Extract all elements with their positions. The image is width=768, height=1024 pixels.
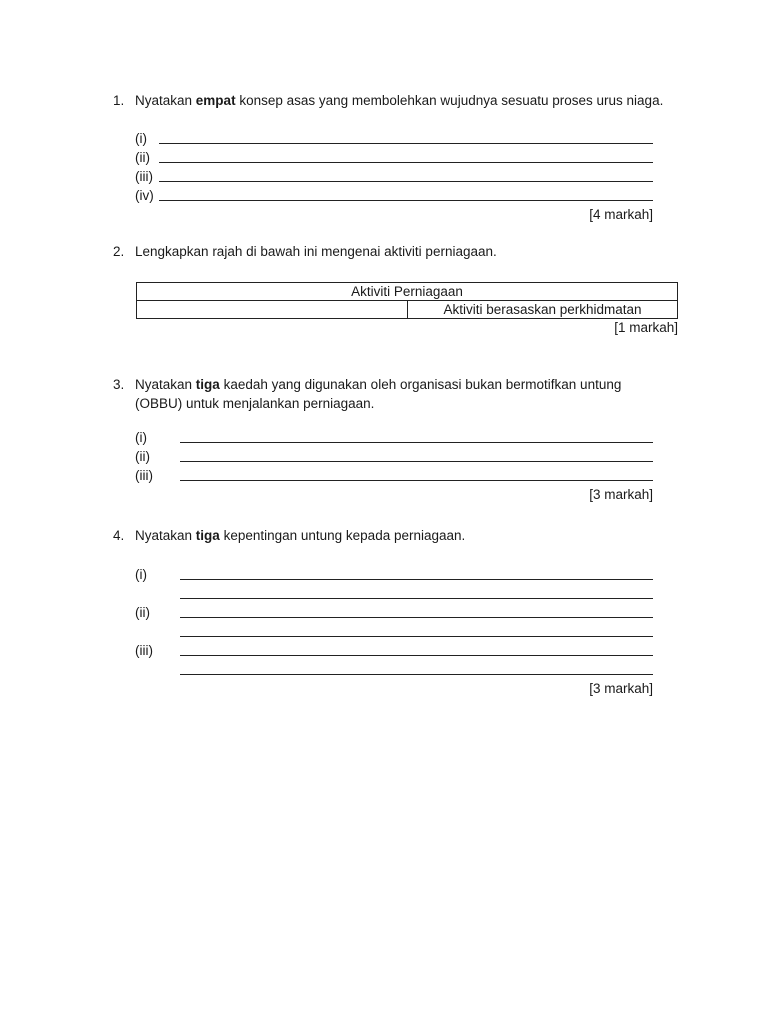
answer-label: (i) — [135, 567, 147, 582]
answer-row[interactable] — [135, 428, 683, 447]
answer-line[interactable] — [180, 617, 653, 618]
answer-label: (iii) — [135, 468, 153, 483]
answer-label: (iv) — [135, 188, 154, 203]
question-number: 3. — [113, 377, 125, 392]
answer-row[interactable] — [135, 186, 683, 205]
answer-label: (ii) — [135, 449, 150, 464]
answer-line[interactable] — [180, 579, 653, 580]
question-number: 2. — [113, 244, 125, 259]
answer-line[interactable] — [159, 200, 653, 201]
answer-lines — [135, 565, 683, 679]
marks-label: [1 markah] — [614, 320, 678, 335]
question-text-line-2: (OBBU) untuk menjalankan perniagaan. — [135, 396, 375, 411]
question-1 — [113, 91, 683, 224]
question-text: Nyatakan tiga kaedah yang digunakan oleh organisasi bukan bermotifkan untung — [135, 377, 622, 392]
question-number: 4. — [113, 528, 125, 543]
diagram-header-cell: Aktiviti Perniagaan — [137, 283, 678, 301]
answer-line[interactable] — [159, 162, 653, 163]
answer-row[interactable] — [135, 447, 683, 466]
answer-line[interactable] — [159, 181, 653, 182]
question-text: Nyatakan empat konsep asas yang membolehkan wujudnya sesuatu proses urus niaga. — [135, 93, 664, 108]
answer-line[interactable] — [180, 480, 653, 481]
answer-row[interactable] — [135, 603, 683, 622]
question-3 — [113, 375, 683, 504]
answer-line[interactable] — [180, 636, 653, 637]
answer-row-continuation[interactable] — [135, 584, 683, 603]
answer-line[interactable] — [159, 143, 653, 144]
answer-label: (i) — [135, 430, 147, 445]
question-number: 1. — [113, 93, 125, 108]
answer-label: (ii) — [135, 150, 150, 165]
answer-row[interactable] — [135, 148, 683, 167]
answer-lines — [135, 129, 683, 205]
question-2 — [113, 242, 683, 261]
answer-line[interactable] — [180, 674, 653, 675]
answer-label: (iii) — [135, 169, 153, 184]
question-text: Nyatakan tiga kepentingan untung kepada perniagaan. — [135, 528, 466, 543]
marks-label: [4 markah] — [589, 207, 653, 222]
business-activity-diagram — [136, 282, 678, 319]
answer-label: (ii) — [135, 605, 150, 620]
answer-row[interactable] — [135, 167, 683, 186]
answer-row-continuation[interactable] — [135, 622, 683, 641]
answer-line[interactable] — [180, 442, 653, 443]
answer-label: (iii) — [135, 643, 153, 658]
answer-label: (i) — [135, 131, 147, 146]
question-4 — [113, 526, 683, 698]
answer-row[interactable] — [135, 565, 683, 584]
diagram-blank-cell[interactable] — [137, 301, 408, 319]
answer-row[interactable] — [135, 129, 683, 148]
answer-row-continuation[interactable] — [135, 660, 683, 679]
question-text: Lengkapkan rajah di bawah ini mengenai aktiviti perniagaan. — [135, 244, 497, 259]
answer-row[interactable] — [135, 641, 683, 660]
marks-label: [3 markah] — [589, 681, 653, 696]
answer-line[interactable] — [180, 461, 653, 462]
answer-line[interactable] — [180, 598, 653, 599]
answer-row[interactable] — [135, 466, 683, 485]
answer-lines — [135, 428, 683, 485]
diagram-service-cell: Aktiviti berasaskan perkhidmatan — [408, 301, 678, 319]
marks-label: [3 markah] — [589, 487, 653, 502]
answer-line[interactable] — [180, 655, 653, 656]
